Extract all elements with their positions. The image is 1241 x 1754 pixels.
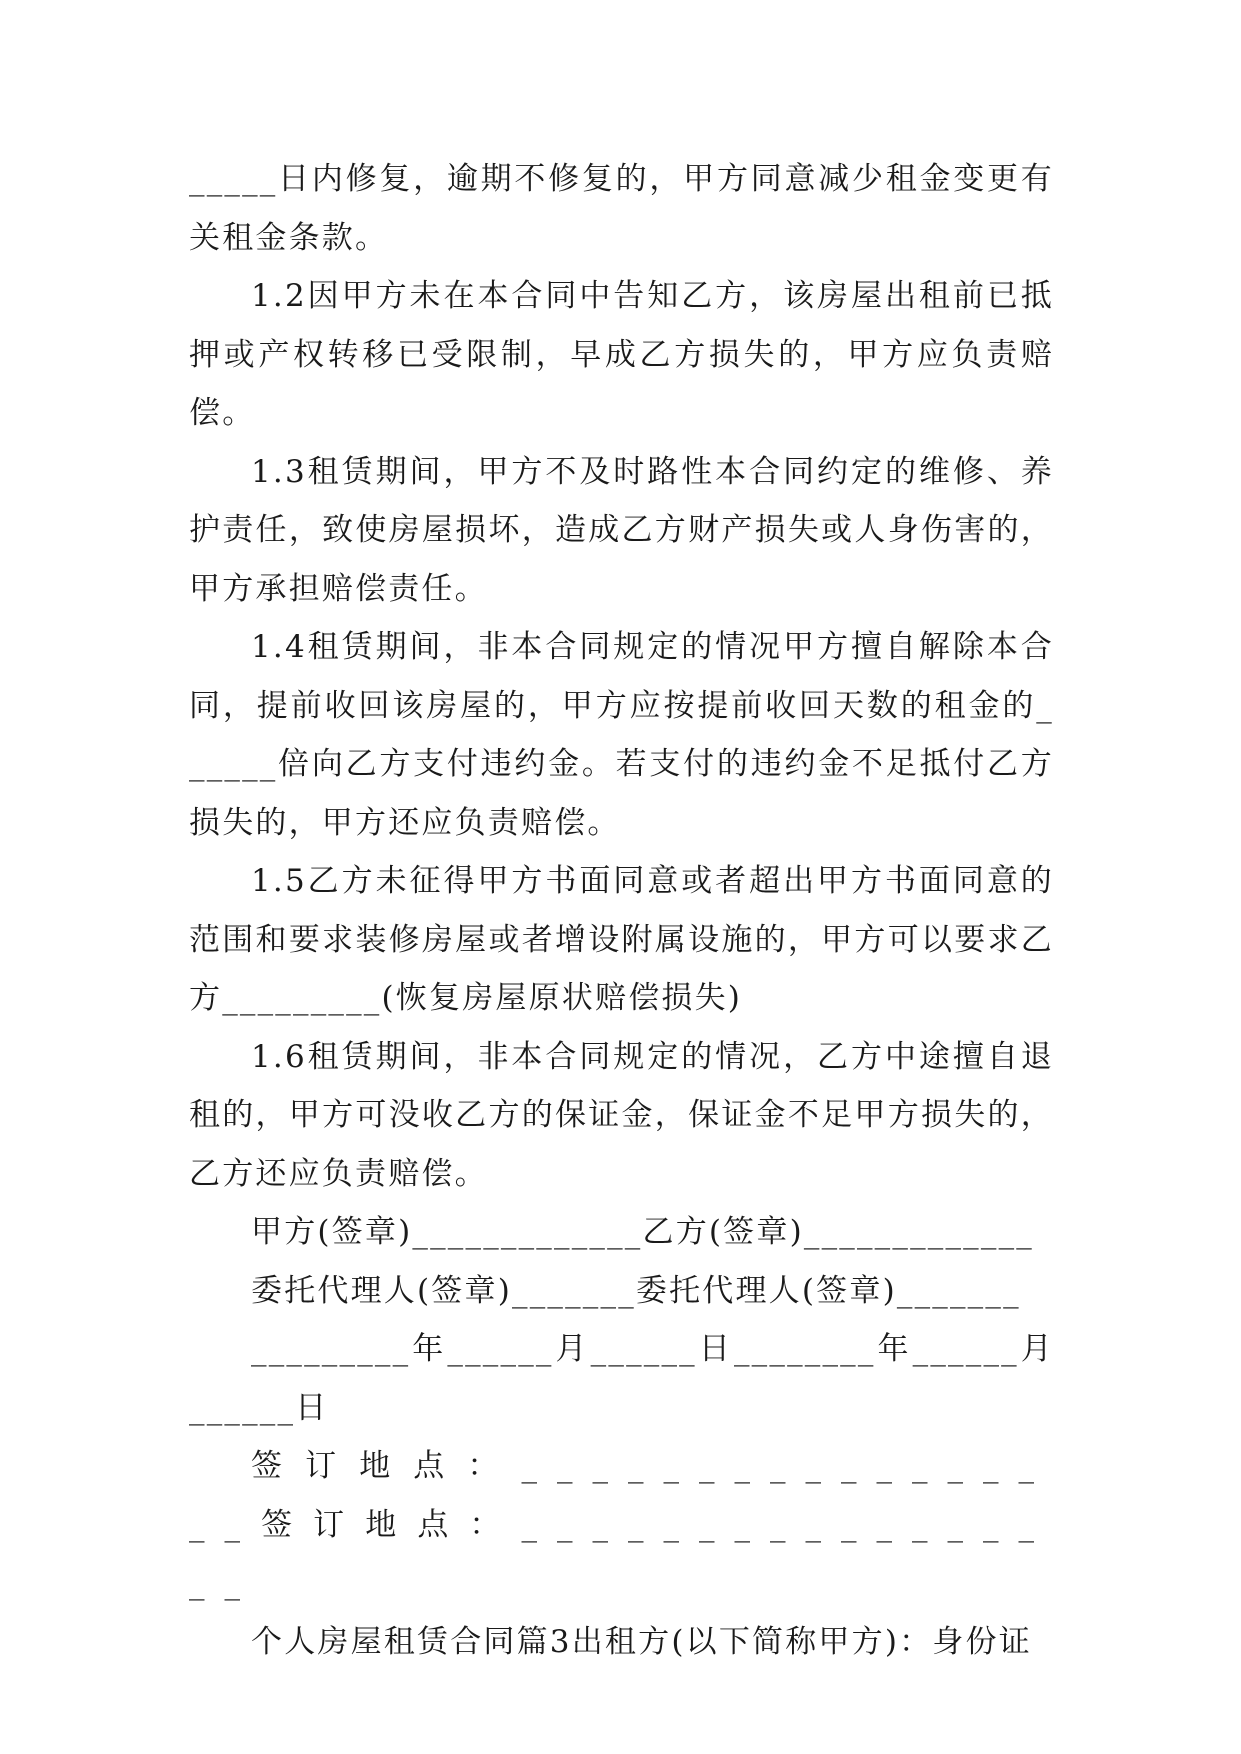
next-section-heading: 个人房屋租赁合同篇3出租方(以下简称甲方)：身份证 [251,1623,1032,1660]
party-signature-line: 甲方(签章)_____________乙方(签章)_____________ [251,1214,1034,1250]
clause-1-6: 1.6租赁期间，非本合同规定的情况，乙方中途擅自退租的，甲方可没收乙方的保证金，保证金不足甲方损失的，乙方还应负责赔偿。 [189,1038,1054,1192]
contract-body [189,150,1054,1671]
paragraph-repair-term: _____日内修复，逾期不修复的，甲方同意减少租金变更有关租金条款。 [189,161,1054,256]
clause-1-4: 1.4租赁期间，非本合同规定的情况甲方擅自解除本合同，提前收回该房屋的，甲方应按提前收回天数的租金的______倍向乙方支付违约金。若支付的违约金不足抵付乙方损失的，甲方还应负责赔偿。 [189,629,1054,841]
date-line: _________年______月______日________年______月______日 [189,1331,1054,1426]
signature-block [189,1203,1054,1613]
clause-1-2: 1.2因甲方未在本合同中告知乙方，该房屋出租前已抵押或产权转移已受限制，早成乙方损失的，甲方应负责赔偿。 [189,278,1054,431]
clause-1-3: 1.3租赁期间，甲方不及时路性本合同约定的维修、养护责任，致使房屋损坏，造成乙方财产损失或人身伤害的，甲方承担赔偿责任。 [189,453,1054,607]
signing-place-line: 签订地点：_________________签订地点：_________________ [189,1448,1054,1601]
clause-1-5: 1.5乙方未征得甲方书面同意或者超出甲方书面同意的范围和要求装修房屋或者增设附属设施的，甲方可以要求乙方_________(恢复房屋原状赔偿损失) [189,863,1054,1016]
agent-signature-line: 委托代理人(签章)_______委托代理人(签章)_______ [251,1272,1021,1309]
